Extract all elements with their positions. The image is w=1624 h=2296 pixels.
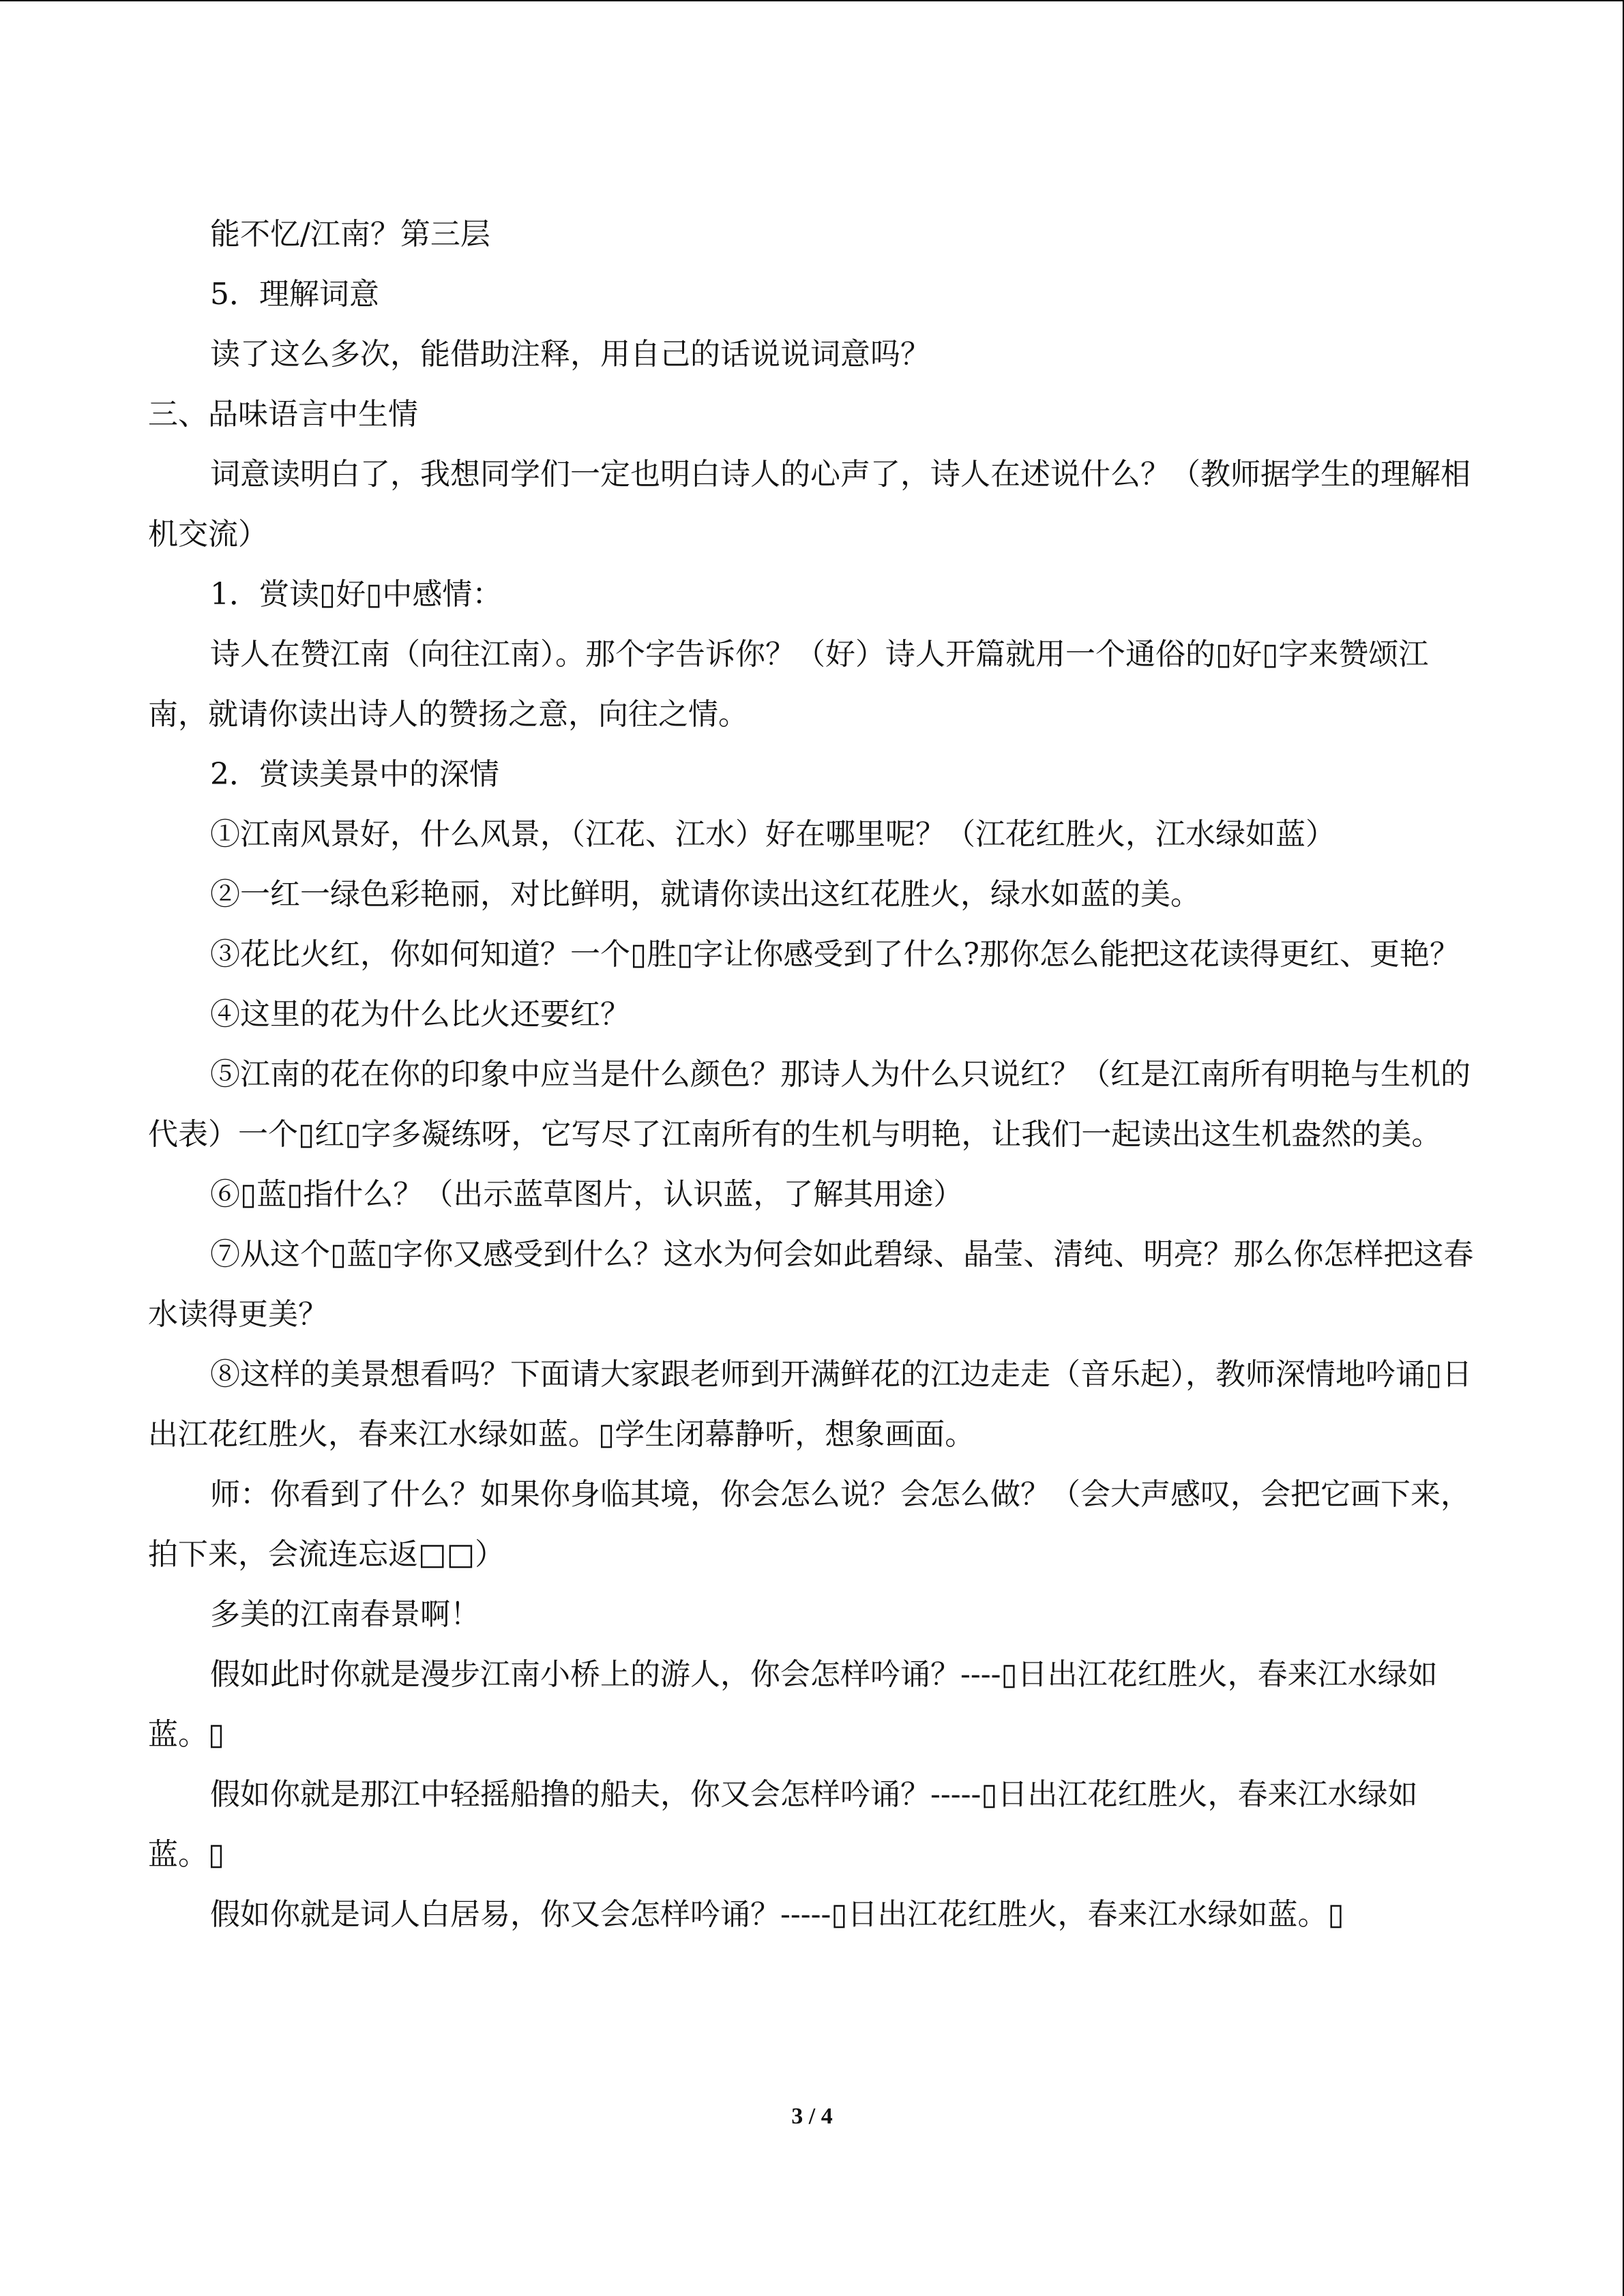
- page-number: 3 / 4: [791, 2104, 833, 2129]
- section-heading: 三、品味语言中生情: [148, 397, 418, 432]
- paragraph: 读了这么多次，能借助注释，用自己的话说说词意吗？: [210, 337, 930, 372]
- paragraph: ⑥▯蓝▯指什么？（出示蓝草图片，认识蓝，了解其用途）: [210, 1177, 964, 1212]
- paragraph: 能不忆/江南？第三层: [210, 217, 490, 252]
- paragraph: 假如你就是那江中轻摇船撸的船夫，你又会怎样吟诵？-----▯日出江花红胜火，春来江水绿如蓝。▯: [148, 1777, 1418, 1872]
- paragraph: ①江南风景好，什么风景，（江花、江水）好在哪里呢？（江花红胜火，江水绿如蓝）: [210, 817, 1335, 852]
- paragraph: ②一红一绿色彩艳丽，对比鲜明，就请你读出这红花胜火，绿水如蓝的美。: [210, 877, 1200, 912]
- paragraph: 1．赏读▯好▯中感情：: [210, 577, 503, 612]
- paragraph: 诗人在赞江南（向往江南）。那个字告诉你？（好）诗人开篇就用一个通俗的▯好▯字来赞颂江南，就请你读出诗人的赞扬之意，向往之情。: [148, 637, 1429, 732]
- paragraph: ③花比火红，你如何知道？一个▯胜▯字让你感受到了什么?那你怎么能把这花读得更红、更艳？: [210, 937, 1460, 972]
- paragraph: 假如此时你就是漫步江南小桥上的游人，你会怎样吟诵？----▯日出江花红胜火，春来江水绿如蓝。▯: [148, 1657, 1438, 1752]
- paragraph: ④这里的花为什么比火还要红？: [210, 997, 630, 1032]
- paragraph: ⑦从这个▯蓝▯字你又感受到什么？这水为何会如此碧绿、晶莹、清纯、明亮？那么你怎样把这春水读得更美？: [148, 1237, 1474, 1332]
- paragraph: 词意读明白了，我想同学们一定也明白诗人的心声了，诗人在述说什么？（教师据学生的理解相机交流）: [148, 457, 1471, 552]
- paragraph: 多美的江南春景啊！: [210, 1597, 480, 1632]
- paragraph: 师：你看到了什么？如果你身临其境，你会怎么说？会怎么做？（会大声感叹，会把它画下来，拍下来，会流连忘返□□）: [148, 1477, 1471, 1572]
- paragraph: 2．赏读美景中的深情: [210, 757, 499, 792]
- paragraph: ⑤江南的花在你的印象中应当是什么颜色？那诗人为什么只说红？（红是江南所有明艳与生机的代表）一个▯红▯字多凝练呀，它写尽了江南所有的生机与明艳，让我们一起读出这生机盎然的美。: [148, 1057, 1471, 1152]
- paragraph: ⑧这样的美景想看吗？下面请大家跟老师到开满鲜花的江边走走（音乐起），教师深情地吟诵▯日出江花红胜火，春来江水绿如蓝。▯学生闭幕静听，想象画面。: [148, 1357, 1473, 1452]
- document-body: [148, 205, 1477, 1945]
- paragraph: 假如你就是词人白居易，你又会怎样吟诵？-----▯日出江花红胜火，春来江水绿如蓝。▯: [210, 1897, 1344, 1932]
- paragraph: 5．理解词意: [210, 277, 379, 312]
